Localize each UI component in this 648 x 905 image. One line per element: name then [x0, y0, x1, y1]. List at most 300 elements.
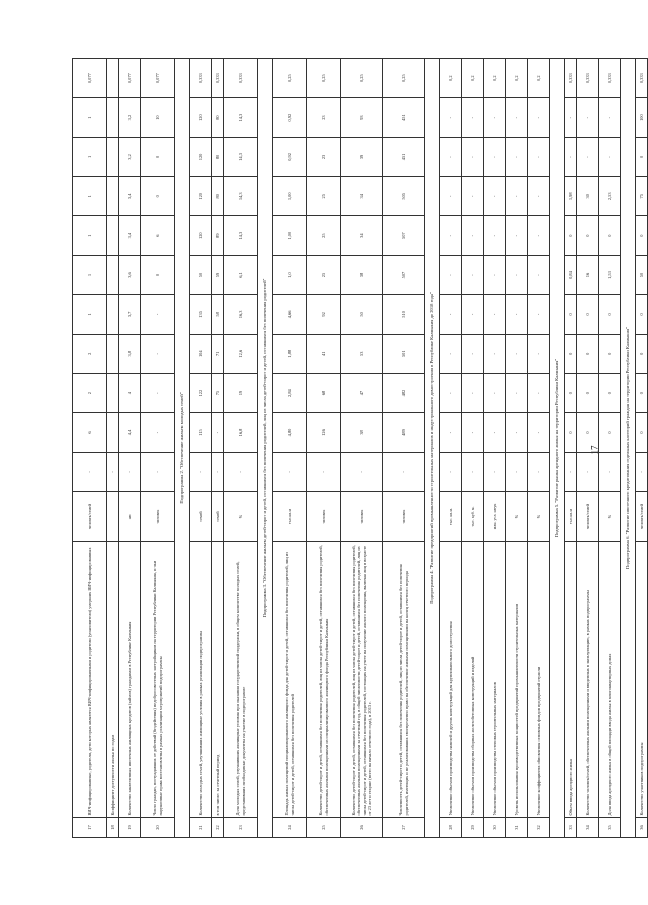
value-cell: 0: [565, 216, 577, 255]
value-cell: [107, 177, 119, 216]
value-cell: 451: [383, 98, 425, 137]
weight-cell: 0,333: [565, 59, 577, 98]
value-cell: -: [462, 255, 484, 294]
unit-cell: тыс. куб. м.: [462, 492, 484, 542]
value-cell: [107, 413, 119, 452]
weight-cell: 0,077: [73, 59, 107, 98]
value-cell: -: [528, 255, 550, 294]
row-number: 34: [577, 818, 599, 838]
value-cell: [107, 255, 119, 294]
value-cell: 14,3: [224, 137, 258, 176]
value-cell: -: [440, 413, 462, 452]
row-number: 20: [141, 818, 175, 838]
unit-cell: тыс.кв.м: [273, 492, 307, 542]
value-cell: -: [484, 452, 506, 491]
value-cell: 1,53: [599, 255, 621, 294]
indicator-name: Площадь жилых помещений специализированного жилищного фонда для детей-сирот и детей, оставшихся без попечения родителей, лиц из числа детей-сирот и детей, оставшихся без попечения родителей: [273, 542, 307, 818]
value-cell: 0: [565, 295, 577, 334]
indicator-name: в том числе: за отчетный период: [212, 542, 224, 818]
unit-cell: семей: [190, 492, 212, 542]
value-cell: -: [528, 334, 550, 373]
subprogram-header-row: [425, 59, 440, 838]
value-cell: -: [599, 137, 621, 176]
value-cell: 34: [341, 177, 383, 216]
unit-cell: [107, 492, 119, 542]
value-cell: 23: [307, 98, 341, 137]
value-cell: 3,4: [119, 216, 141, 255]
table-row: [484, 59, 506, 838]
value-cell: 39: [341, 137, 383, 176]
value-cell: 68: [307, 373, 341, 412]
value-cell: -: [484, 255, 506, 294]
value-cell: 4,4: [119, 413, 141, 452]
unit-cell: шт.: [119, 492, 141, 542]
row-number: 21: [190, 818, 212, 838]
value-cell: 1: [73, 295, 107, 334]
subprogram-title: Подпрограмма 4. "Развитие предприятий промышленности строительных материалов и индустриального домостроения в Республике Калмыкия до 2018 года": [425, 59, 440, 838]
unit-cell: человек/семей: [73, 492, 107, 542]
value-cell: [107, 334, 119, 373]
table-row: [107, 59, 119, 838]
indicator-name: Увеличение коэффициента обновления основных фондов предприятий отрасли: [528, 542, 550, 818]
value-cell: -: [506, 413, 528, 452]
indicators-table-body: [73, 59, 648, 838]
value-cell: -: [528, 98, 550, 137]
table-row: [577, 59, 599, 838]
value-cell: -: [440, 255, 462, 294]
value-cell: -: [224, 452, 258, 491]
value-cell: 2: [73, 373, 107, 412]
value-cell: 0: [599, 373, 621, 412]
weight-cell: [107, 59, 119, 98]
value-cell: 0: [565, 373, 577, 412]
value-cell: -: [484, 98, 506, 137]
value-cell: 2,53: [599, 177, 621, 216]
unit-cell: человек: [341, 492, 383, 542]
value-cell: 38: [341, 255, 383, 294]
weight-cell: 0,333: [212, 59, 224, 98]
value-cell: -: [141, 373, 175, 412]
value-cell: 34: [341, 216, 383, 255]
value-cell: -: [484, 137, 506, 176]
value-cell: -: [307, 452, 341, 491]
unit-cell: семей: [212, 492, 224, 542]
unit-cell: человек: [307, 492, 341, 542]
value-cell: 489: [383, 413, 425, 452]
value-cell: 0: [636, 216, 648, 255]
page-number: 17: [589, 445, 600, 455]
value-cell: -: [484, 177, 506, 216]
value-cell: 1,00: [273, 177, 307, 216]
indicator-name: Увеличение объемов производства стеновых строительных материалов: [484, 542, 506, 818]
table-row: [190, 59, 212, 838]
subprogram-header-row: [550, 59, 565, 838]
indicator-name: Численность детей-сирот и детей, оставшихся без попечения родителей, лиц из числа детей-сирот и детей, оставшихся без попечения родителей, имеющих и не реализовавших своевременно право на обеспечение жилыми помещениями на конец отчетного периода: [383, 542, 425, 818]
weight-cell: 0,333: [636, 59, 648, 98]
weight-cell: 0,25: [383, 59, 425, 98]
value-cell: 41: [307, 334, 341, 373]
value-cell: -: [506, 334, 528, 373]
subprogram-title: Подпрограмма 5. "Развитие рынка арендного жилья на территории Республики Калмыкия": [550, 59, 565, 838]
value-cell: -: [462, 98, 484, 137]
unit-cell: %: [528, 492, 550, 542]
indicator-name: Количество детей-сирот и детей, оставшихся без попечения родителей, лиц из числа детей-сирот и детей, оставшихся без попечения родителей, обеспеченных жилыми помещениями из специализированного жилищного фонда Республики Калмыкия: [307, 542, 341, 818]
value-cell: -: [565, 137, 577, 176]
row-number: 27: [383, 818, 425, 838]
subprogram-header-row: [175, 59, 190, 838]
row-number: 24: [273, 818, 307, 838]
value-cell: -: [528, 373, 550, 412]
value-cell: 115: [190, 413, 212, 452]
value-cell: 89: [212, 216, 224, 255]
subprogram-title: Подпрограмма 3. "Обеспечение жильем детей-сирот и детей, оставшихся без попечения родителей, лиц из числа детей-сирот и детей, оставшихся без попечения родителей": [258, 59, 273, 838]
value-cell: 80: [212, 137, 224, 176]
indicator-name: Количество участников подпрограммы: [636, 542, 648, 818]
value-cell: 1,88: [273, 334, 307, 373]
row-number: 17: [73, 818, 107, 838]
value-cell: 30: [577, 177, 599, 216]
weight-cell: 0,2: [440, 59, 462, 98]
value-cell: -: [565, 98, 577, 137]
row-number: 23: [224, 818, 258, 838]
value-cell: 120: [190, 216, 212, 255]
value-cell: 53: [341, 334, 383, 373]
value-cell: 47: [341, 373, 383, 412]
value-cell: 120: [190, 177, 212, 216]
weight-cell: 0,2: [506, 59, 528, 98]
value-cell: -: [636, 452, 648, 491]
unit-cell: %: [506, 492, 528, 542]
value-cell: 10: [141, 98, 175, 137]
value-cell: -: [484, 413, 506, 452]
table-row: [440, 59, 462, 838]
table-row: [119, 59, 141, 838]
value-cell: -: [440, 295, 462, 334]
value-cell: 2: [73, 334, 107, 373]
value-cell: -: [383, 452, 425, 491]
weight-cell: 0,077: [119, 59, 141, 98]
value-cell: -: [141, 334, 175, 373]
value-cell: -: [141, 413, 175, 452]
value-cell: 16,3: [224, 295, 258, 334]
value-cell: 135: [190, 295, 212, 334]
value-cell: 0: [599, 334, 621, 373]
value-cell: 0: [599, 413, 621, 452]
value-cell: 50: [190, 255, 212, 294]
value-cell: 12,6: [224, 334, 258, 373]
value-cell: -: [506, 373, 528, 412]
value-cell: 19: [224, 373, 258, 412]
value-cell: 3,8: [119, 334, 141, 373]
value-cell: -: [599, 98, 621, 137]
value-cell: -: [506, 452, 528, 491]
table-row: [341, 59, 383, 838]
value-cell: 0: [141, 177, 175, 216]
value-cell: -: [528, 452, 550, 491]
value-cell: 80: [212, 98, 224, 137]
value-cell: 100: [636, 98, 648, 137]
value-cell: -: [506, 177, 528, 216]
row-number: 31: [506, 818, 528, 838]
value-cell: 0: [636, 373, 648, 412]
value-cell: 1: [73, 216, 107, 255]
weight-cell: 0,333: [190, 59, 212, 98]
value-cell: 71: [212, 334, 224, 373]
row-number: 36: [636, 818, 648, 838]
value-cell: 482: [383, 373, 425, 412]
table-row: [224, 59, 258, 838]
value-cell: 122: [190, 373, 212, 412]
value-cell: 0,84: [565, 255, 577, 294]
indicator-name: Количество молодых семей, улучшивших жилищные условия в рамках реализации подпрограммы: [190, 542, 212, 818]
value-cell: -: [462, 452, 484, 491]
value-cell: 0: [577, 334, 599, 373]
indicator-name: Доля молодых семей, улучшивших жилищные условия при оказании государственной поддержки, в общем количестве молодых семей, представивших необходимые документы на участие в подпрограмме: [224, 542, 258, 818]
value-cell: 0: [565, 334, 577, 373]
value-cell: 507: [383, 255, 425, 294]
value-cell: 4,80: [273, 413, 307, 452]
table-row: [528, 59, 550, 838]
table-row: [212, 59, 224, 838]
value-cell: [107, 295, 119, 334]
value-cell: 1: [73, 98, 107, 137]
indicator-name: Количество детей-сирот и детей, оставшихся без попечения родителей, лиц из числа детей-сирот и детей, оставшихся без попечения родителей, обеспеченных жилыми помещениями за отчетный год, в общей численности детей-сирот и детей, оставшихся без попечения родителей, лиц из числа детей-сирот и детей, оставшихся без попечения родителей, состоящих на учете на получение жилого помещения, включая лиц в возрасте от 23 лет и старше (всего на начало отчетного года), в 2013 г.: [341, 542, 383, 818]
value-cell: 1: [73, 255, 107, 294]
value-cell: 1: [73, 137, 107, 176]
value-cell: 16,8: [224, 413, 258, 452]
row-number: 30: [484, 818, 506, 838]
unit-cell: человек: [383, 492, 425, 542]
value-cell: -: [506, 255, 528, 294]
row-number: 32: [528, 818, 550, 838]
weight-cell: 0,333: [577, 59, 599, 98]
value-cell: 0: [636, 413, 648, 452]
subprogram-title: Подпрограмма 6. "Развитие ипотечного кредитования отдельных категорий граждан на территории Республики Калмыкия": [621, 59, 636, 838]
value-cell: 0: [141, 137, 175, 176]
unit-cell: человек/семей: [577, 492, 599, 542]
value-cell: -: [506, 295, 528, 334]
value-cell: 3,7: [119, 295, 141, 334]
indicator-name: Увеличение объемов производства сборных железобетонных конструкций и изделий: [462, 542, 484, 818]
row-number: 26: [341, 818, 383, 838]
value-cell: 93: [341, 98, 383, 137]
value-cell: -: [484, 216, 506, 255]
value-cell: -: [484, 295, 506, 334]
value-cell: [107, 98, 119, 137]
value-cell: 50: [636, 255, 648, 294]
value-cell: 0: [577, 216, 599, 255]
value-cell: 4: [119, 373, 141, 412]
row-number: 29: [462, 818, 484, 838]
value-cell: 501: [383, 334, 425, 373]
weight-cell: 0,333: [599, 59, 621, 98]
value-cell: -: [440, 216, 462, 255]
subprogram-title: Подпрограмма 2. "Обеспечение жильем молодых семей": [175, 59, 190, 838]
value-cell: 50: [341, 295, 383, 334]
unit-cell: человек/семей: [636, 492, 648, 542]
indicator-name: Уровень использования производственных мощностей предприятий промышленности строительных материалов: [506, 542, 528, 818]
value-cell: 14,3: [224, 216, 258, 255]
value-cell: 4,66: [273, 295, 307, 334]
value-cell: 510: [383, 295, 425, 334]
table-row: [636, 59, 648, 838]
value-cell: -: [484, 373, 506, 412]
indicator-name: Доля ввода арендного жилья в общей площади ввода жилья в многоквартирных домах: [599, 542, 621, 818]
unit-cell: человек: [141, 492, 175, 542]
value-cell: 1,0: [273, 255, 307, 294]
value-cell: 23: [307, 137, 341, 176]
value-cell: -: [528, 295, 550, 334]
value-cell: 75: [212, 373, 224, 412]
value-cell: 25: [307, 255, 341, 294]
value-cell: 507: [383, 216, 425, 255]
value-cell: -: [577, 98, 599, 137]
weight-cell: 0,25: [307, 59, 341, 98]
subprogram-header-row: [621, 59, 636, 838]
value-cell: 0: [565, 413, 577, 452]
indicator-name: Увеличение объемов производства панелей и других конструкций для крупнопанельного домостроения: [440, 542, 462, 818]
value-cell: -: [440, 137, 462, 176]
value-cell: -: [462, 295, 484, 334]
value-cell: 1,98: [565, 177, 577, 216]
value-cell: 38: [341, 413, 383, 452]
value-cell: 0: [577, 413, 599, 452]
unit-cell: млн. усл. штук: [484, 492, 506, 542]
value-cell: [107, 137, 119, 176]
table-row: [599, 59, 621, 838]
table-row: [141, 59, 175, 838]
value-cell: 1,00: [273, 216, 307, 255]
value-cell: -: [528, 177, 550, 216]
table-row: [462, 59, 484, 838]
value-cell: -: [462, 177, 484, 216]
value-cell: -: [462, 334, 484, 373]
row-number: 28: [440, 818, 462, 838]
indicator-name: Число граждан, пострадавших от действий (бездействия) недобросовестных застройщиков на территории Республики Калмыкия, и чьи нарушенные права восстановлены в рамках реализации мероприятий подпрограммы: [141, 542, 175, 818]
value-cell: -: [577, 137, 599, 176]
value-cell: -: [506, 137, 528, 176]
weight-cell: 0,2: [484, 59, 506, 98]
value-cell: 0: [599, 216, 621, 255]
weight-cell: 0,2: [462, 59, 484, 98]
table-row: [73, 59, 107, 838]
value-cell: -: [190, 452, 212, 491]
value-cell: -: [212, 452, 224, 491]
value-cell: -: [599, 452, 621, 491]
value-cell: 58: [212, 295, 224, 334]
value-cell: 0: [636, 334, 648, 373]
weight-cell: 0,2: [528, 59, 550, 98]
table-row: [383, 59, 425, 838]
value-cell: 0: [636, 295, 648, 334]
value-cell: -: [528, 216, 550, 255]
value-cell: -: [528, 137, 550, 176]
value-cell: 126: [307, 413, 341, 452]
value-cell: 75: [636, 177, 648, 216]
value-cell: -: [506, 98, 528, 137]
value-cell: 120: [190, 137, 212, 176]
indicator-name: Количество заключенных ипотечных жилищных кредитов (займов) гражданам в Республике Калмыкия: [119, 542, 141, 818]
value-cell: 6,1: [224, 255, 258, 294]
indicator-name: Коэффициент доступности жилья по годам: [107, 542, 119, 818]
value-cell: 451: [383, 137, 425, 176]
value-cell: -: [212, 413, 224, 452]
table-row: [307, 59, 341, 838]
value-cell: -: [440, 98, 462, 137]
value-cell: -: [107, 452, 119, 491]
subprogram-header-row: [258, 59, 273, 838]
value-cell: 25: [307, 177, 341, 216]
value-cell: -: [141, 452, 175, 491]
value-cell: -: [440, 452, 462, 491]
value-cell: -: [565, 452, 577, 491]
weight-cell: 0,25: [341, 59, 383, 98]
value-cell: -: [462, 373, 484, 412]
value-cell: 2,84: [273, 373, 307, 412]
value-cell: -: [506, 216, 528, 255]
value-cell: 80: [212, 177, 224, 216]
indicator-name: ВИЧ-инфицированные, родители, дети которых являются ВИЧ-инфицированными и родители (усыновители) умерших ВИЧ-инфицированных: [73, 542, 107, 818]
value-cell: 3,4: [119, 177, 141, 216]
unit-cell: %: [599, 492, 621, 542]
unit-cell: %: [224, 492, 258, 542]
value-cell: 1: [73, 177, 107, 216]
weight-cell: 0,077: [141, 59, 175, 98]
value-cell: 92: [307, 295, 341, 334]
value-cell: 0: [141, 255, 175, 294]
value-cell: 59: [212, 255, 224, 294]
value-cell: -: [273, 452, 307, 491]
indicator-name: Количество человек/семей, обеспеченных жилыми помещениями и введенных в эксплуатацию, в рамках подпрограммы: [577, 542, 599, 818]
row-number: 18: [107, 818, 119, 838]
indicator-name: Объем ввода арендного жилья: [565, 542, 577, 818]
weight-cell: 0,333: [224, 59, 258, 98]
table-row: [506, 59, 528, 838]
value-cell: 6: [73, 413, 107, 452]
value-cell: 25: [307, 216, 341, 255]
unit-cell: тыс.кв.м: [565, 492, 577, 542]
value-cell: 3,2: [119, 98, 141, 137]
value-cell: -: [528, 413, 550, 452]
value-cell: 3,6: [119, 255, 141, 294]
value-cell: -: [462, 137, 484, 176]
value-cell: 0: [577, 373, 599, 412]
value-cell: 104: [190, 334, 212, 373]
value-cell: -: [577, 452, 599, 491]
row-number: 33: [565, 818, 577, 838]
value-cell: 3,2: [119, 137, 141, 176]
value-cell: 505: [383, 177, 425, 216]
value-cell: 0,92: [273, 137, 307, 176]
table-row: [565, 59, 577, 838]
row-number: 22: [212, 818, 224, 838]
value-cell: -: [462, 413, 484, 452]
value-cell: -: [440, 177, 462, 216]
value-cell: -: [484, 334, 506, 373]
row-number: 19: [119, 818, 141, 838]
value-cell: -: [440, 334, 462, 373]
indicators-table: [72, 58, 648, 838]
value-cell: 0: [636, 137, 648, 176]
value-cell: 6: [141, 216, 175, 255]
value-cell: -: [462, 216, 484, 255]
value-cell: -: [119, 452, 141, 491]
value-cell: 0: [599, 295, 621, 334]
rotated-table-page: [72, 58, 644, 838]
value-cell: -: [440, 373, 462, 412]
value-cell: 0,92: [273, 98, 307, 137]
value-cell: 0: [577, 295, 599, 334]
